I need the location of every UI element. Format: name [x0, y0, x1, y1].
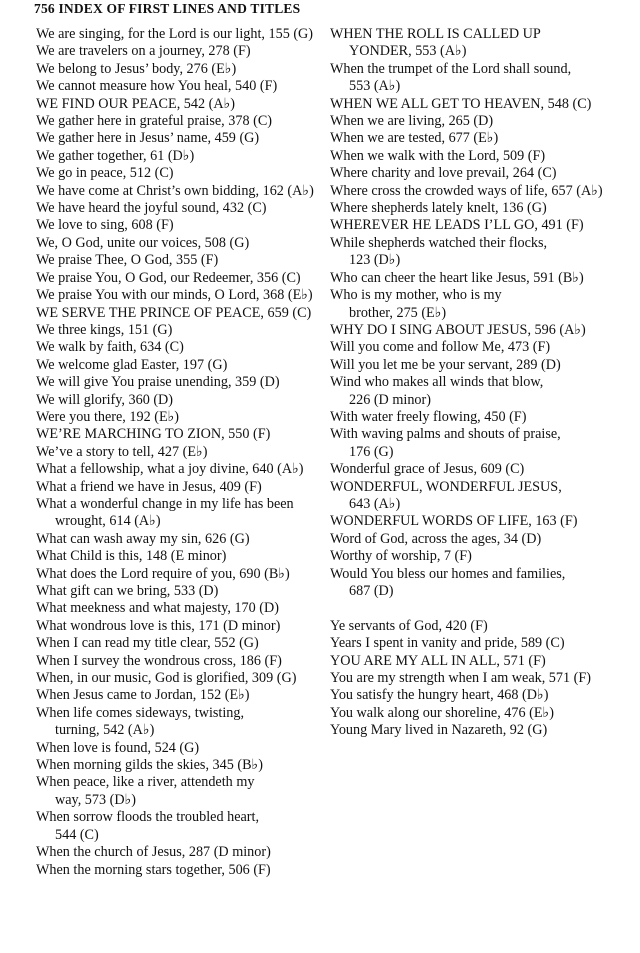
index-entry [330, 26, 630, 61]
index-entry [36, 635, 326, 652]
index-entry [36, 461, 326, 478]
entry-line: We belong to Jesus’ body, 276 (E♭) [36, 60, 237, 77]
index-entry [36, 322, 326, 339]
entry-line: What wondrous love is this, 171 (D minor) [36, 617, 281, 634]
entry-line: We have heard the joyful sound, 432 (C) [36, 200, 267, 217]
index-entry [330, 653, 630, 670]
entry-continuation: wrought, 614 (A♭) [55, 513, 161, 530]
entry-line: We praise Thee, O God, 355 (F) [36, 252, 219, 269]
page-number: 756 [34, 1, 55, 16]
entry-line: Will you let me be your servant, 289 (D) [330, 356, 561, 373]
index-entry [36, 61, 326, 78]
entry-line: Will you come and follow Me, 473 (F) [330, 339, 551, 356]
index-entry [36, 444, 326, 461]
index-entry [36, 757, 326, 774]
entry-continuation: 553 (A♭) [349, 78, 401, 95]
entry-line: We are travelers on a journey, 278 (F) [36, 43, 251, 60]
entry-line: We walk by faith, 634 (C) [36, 339, 184, 356]
entry-line: With water freely flowing, 450 (F) [330, 408, 527, 425]
page-header [34, 1, 300, 17]
index-entry [36, 305, 326, 322]
index-entry [36, 496, 326, 531]
index-entry [36, 566, 326, 583]
entry-line: Word of God, across the ages, 34 (D) [330, 530, 542, 547]
entry-line: We’ve a story to tell, 427 (E♭) [36, 443, 208, 460]
index-entry [36, 740, 326, 757]
entry-line: WONDERFUL, WONDERFUL JESUS, [330, 478, 562, 495]
index-entry [36, 653, 326, 670]
entry-line: When morning gilds the skies, 345 (B♭) [36, 757, 263, 774]
entry-line: WHY DO I SING ABOUT JESUS, 596 (A♭) [330, 321, 586, 338]
entry-line: When, in our music, God is glorified, 309 (G) [36, 670, 297, 687]
index-entry [330, 183, 630, 200]
entry-continuation: YONDER, 553 (A♭) [349, 43, 467, 60]
left-column [36, 26, 326, 879]
right-column [330, 26, 630, 740]
index-entry [330, 200, 630, 217]
entry-line: Young Mary lived in Nazareth, 92 (G) [330, 722, 548, 739]
entry-continuation: 687 (D) [349, 583, 394, 599]
index-entry [330, 670, 630, 687]
entry-line: Were you there, 192 (E♭) [36, 408, 180, 425]
index-entry [36, 287, 326, 304]
entry-line: When the trumpet of the Lord shall sound, [330, 60, 572, 77]
entry-line: Where cross the crowded ways of life, 657 (A♭) [330, 182, 603, 199]
entry-line: What a fellowship, what a joy divine, 640 (A♭) [36, 461, 304, 478]
entry-line: What does the Lord require of you, 690 (B♭) [36, 565, 290, 582]
index-entry [330, 687, 630, 704]
entry-line: Who can cheer the heart like Jesus, 591 (B♭) [330, 269, 584, 286]
index-entry [36, 670, 326, 687]
entry-line: You satisfy the hungry heart, 468 (D♭) [330, 687, 549, 704]
entry-continuation: 123 (D♭) [349, 252, 401, 269]
entry-line: We go in peace, 512 (C) [36, 165, 174, 182]
entry-line: When peace, like a river, attendeth my [36, 774, 255, 791]
entry-line: When sorrow floods the troubled heart, [36, 809, 259, 826]
index-entry [36, 862, 326, 879]
entry-continuation: 226 (D minor) [349, 391, 431, 408]
entry-line: We welcome glad Easter, 197 (G) [36, 356, 228, 373]
index-entry [36, 357, 326, 374]
entry-line: We are singing, for the Lord is our light, 155 (G) [36, 26, 314, 42]
index-entry [36, 583, 326, 600]
entry-line: Wonderful grace of Jesus, 609 (C) [330, 461, 525, 478]
entry-line: We, O God, unite our voices, 508 (G) [36, 234, 250, 251]
entry-line: What can wash away my sin, 626 (G) [36, 530, 250, 547]
index-entry [330, 148, 630, 165]
index-entry [330, 217, 630, 234]
index-entry [36, 687, 326, 704]
index-entry [36, 426, 326, 443]
entry-line: Where shepherds lately knelt, 136 (G) [330, 200, 547, 217]
entry-continuation: 544 (C) [55, 826, 99, 843]
entry-line: We will give You praise unending, 359 (D) [36, 374, 280, 391]
entry-line: You are my strength when I am weak, 571 (F) [330, 670, 591, 687]
entry-continuation: brother, 275 (E♭) [349, 304, 447, 321]
index-entry [36, 409, 326, 426]
index-entry [36, 148, 326, 165]
right-column-y-entries [330, 618, 630, 740]
index-entry [330, 618, 630, 635]
entry-continuation: turning, 542 (A♭) [55, 722, 155, 739]
index-entry [36, 392, 326, 409]
index-entry [36, 844, 326, 861]
entry-line: When I survey the wondrous cross, 186 (F) [36, 652, 282, 669]
index-entry [36, 705, 326, 740]
entry-line: WHEREVER HE LEADS I’LL GO, 491 (F) [330, 217, 584, 234]
entry-line: When we are living, 265 (D) [330, 113, 494, 130]
page-title: INDEX OF FIRST LINES AND TITLES [58, 1, 301, 16]
index-entry [36, 43, 326, 60]
index-entry [330, 548, 630, 565]
entry-line: We praise You with our minds, O Lord, 368 (E♭) [36, 287, 313, 304]
index-entry [36, 165, 326, 182]
entry-line: When the church of Jesus, 287 (D minor) [36, 844, 271, 861]
index-entry [330, 722, 630, 739]
entry-line: When the morning stars together, 506 (F) [36, 861, 271, 878]
entry-line: WE’RE MARCHING TO ZION, 550 (F) [36, 426, 271, 443]
entry-line: While shepherds watched their flocks, [330, 234, 548, 251]
index-entry [330, 531, 630, 548]
index-entry [36, 26, 326, 43]
entry-continuation: 643 (A♭) [349, 495, 401, 512]
index-entry [36, 600, 326, 617]
index-entry [330, 426, 630, 461]
entry-line: What a friend we have in Jesus, 409 (F) [36, 478, 262, 495]
index-entry [36, 183, 326, 200]
entry-line: What gift can we bring, 533 (D) [36, 583, 219, 599]
entry-line: You walk along our shoreline, 476 (E♭) [330, 704, 554, 721]
entry-line: Would You bless our homes and families, [330, 565, 566, 582]
entry-line: We have come at Christ’s own bidding, 162 (A♭) [36, 182, 314, 199]
entry-line: Wind who makes all winds that blow, [330, 374, 544, 391]
entry-line: When Jesus came to Jordan, 152 (E♭) [36, 687, 250, 704]
entry-line: WHEN WE ALL GET TO HEAVEN, 548 (C) [330, 95, 592, 112]
entry-line: We gather here in grateful praise, 378 (C) [36, 113, 273, 130]
entry-line: What a wonderful change in my life has been [36, 495, 294, 512]
index-entry [330, 287, 630, 322]
entry-line: We praise You, O God, our Redeemer, 356 (C) [36, 269, 301, 286]
index-entry [36, 339, 326, 356]
entry-line: When we walk with the Lord, 509 (F) [330, 147, 546, 164]
entry-line: Who is my mother, who is my [330, 287, 502, 304]
entry-line: When life comes sideways, twisting, [36, 704, 245, 721]
entry-line: When we are tested, 677 (E♭) [330, 130, 499, 147]
entry-line: YOU ARE MY ALL IN ALL, 571 (F) [330, 652, 546, 669]
right-column-w-entries [330, 26, 630, 600]
entry-line: When love is found, 524 (G) [36, 739, 200, 756]
index-entry [330, 61, 630, 96]
index-entry [36, 252, 326, 269]
index-entry [36, 374, 326, 391]
entry-line: WE FIND OUR PEACE, 542 (A♭) [36, 95, 235, 112]
index-entry [330, 705, 630, 722]
entry-line: What Child is this, 148 (E minor) [36, 548, 227, 565]
entry-line: With waving palms and shouts of praise, [330, 426, 561, 443]
index-entry [330, 374, 630, 409]
index-entry [36, 774, 326, 809]
index-entry [36, 78, 326, 95]
index-entry [330, 322, 630, 339]
entry-line: WONDERFUL WORDS OF LIFE, 163 (F) [330, 513, 578, 530]
entry-line: We three kings, 151 (G) [36, 321, 173, 338]
index-entry [36, 618, 326, 635]
index-entry [36, 270, 326, 287]
index-entry [330, 235, 630, 270]
index-entry [36, 113, 326, 130]
entry-line: We gather here in Jesus’ name, 459 (G) [36, 130, 260, 147]
entry-line: Where charity and love prevail, 264 (C) [330, 165, 557, 182]
index-entry [36, 531, 326, 548]
index-entry [36, 130, 326, 147]
entry-line: When I can read my title clear, 552 (G) [36, 635, 259, 652]
index-entry [330, 357, 630, 374]
index-entry [330, 635, 630, 652]
entry-line: Worthy of worship, 7 (F) [330, 548, 472, 565]
index-entry [330, 566, 630, 601]
index-entry [330, 270, 630, 287]
index-entry [36, 217, 326, 234]
entry-continuation: 176 (G) [349, 443, 394, 460]
entry-line: We will glorify, 360 (D) [36, 391, 174, 408]
entry-line: We love to sing, 608 (F) [36, 217, 174, 234]
index-entry [36, 809, 326, 844]
index-entry [330, 113, 630, 130]
entry-line: We cannot measure how You heal, 540 (F) [36, 78, 278, 95]
index-entry [330, 409, 630, 426]
entry-line: We gather together, 61 (D♭) [36, 147, 195, 164]
index-entry [330, 165, 630, 182]
entry-line: WHEN THE ROLL IS CALLED UP [330, 26, 541, 42]
entry-line: Years I spent in vanity and pride, 589 (C) [330, 635, 565, 652]
index-entry [36, 96, 326, 113]
index-entry [330, 479, 630, 514]
index-entry [330, 96, 630, 113]
entry-line: WE SERVE THE PRINCE OF PEACE, 659 (C) [36, 304, 312, 321]
index-entry [330, 461, 630, 478]
section-gap [330, 600, 630, 617]
index-entry [36, 548, 326, 565]
index-entry [330, 339, 630, 356]
index-entry [36, 235, 326, 252]
entry-line: What meekness and what majesty, 170 (D) [36, 600, 279, 617]
index-entry [330, 130, 630, 147]
index-entry [36, 479, 326, 496]
entry-line: Ye servants of God, 420 (F) [330, 617, 488, 634]
index-entry [36, 200, 326, 217]
index-entry [330, 513, 630, 530]
entry-continuation: way, 573 (D♭) [55, 791, 137, 808]
